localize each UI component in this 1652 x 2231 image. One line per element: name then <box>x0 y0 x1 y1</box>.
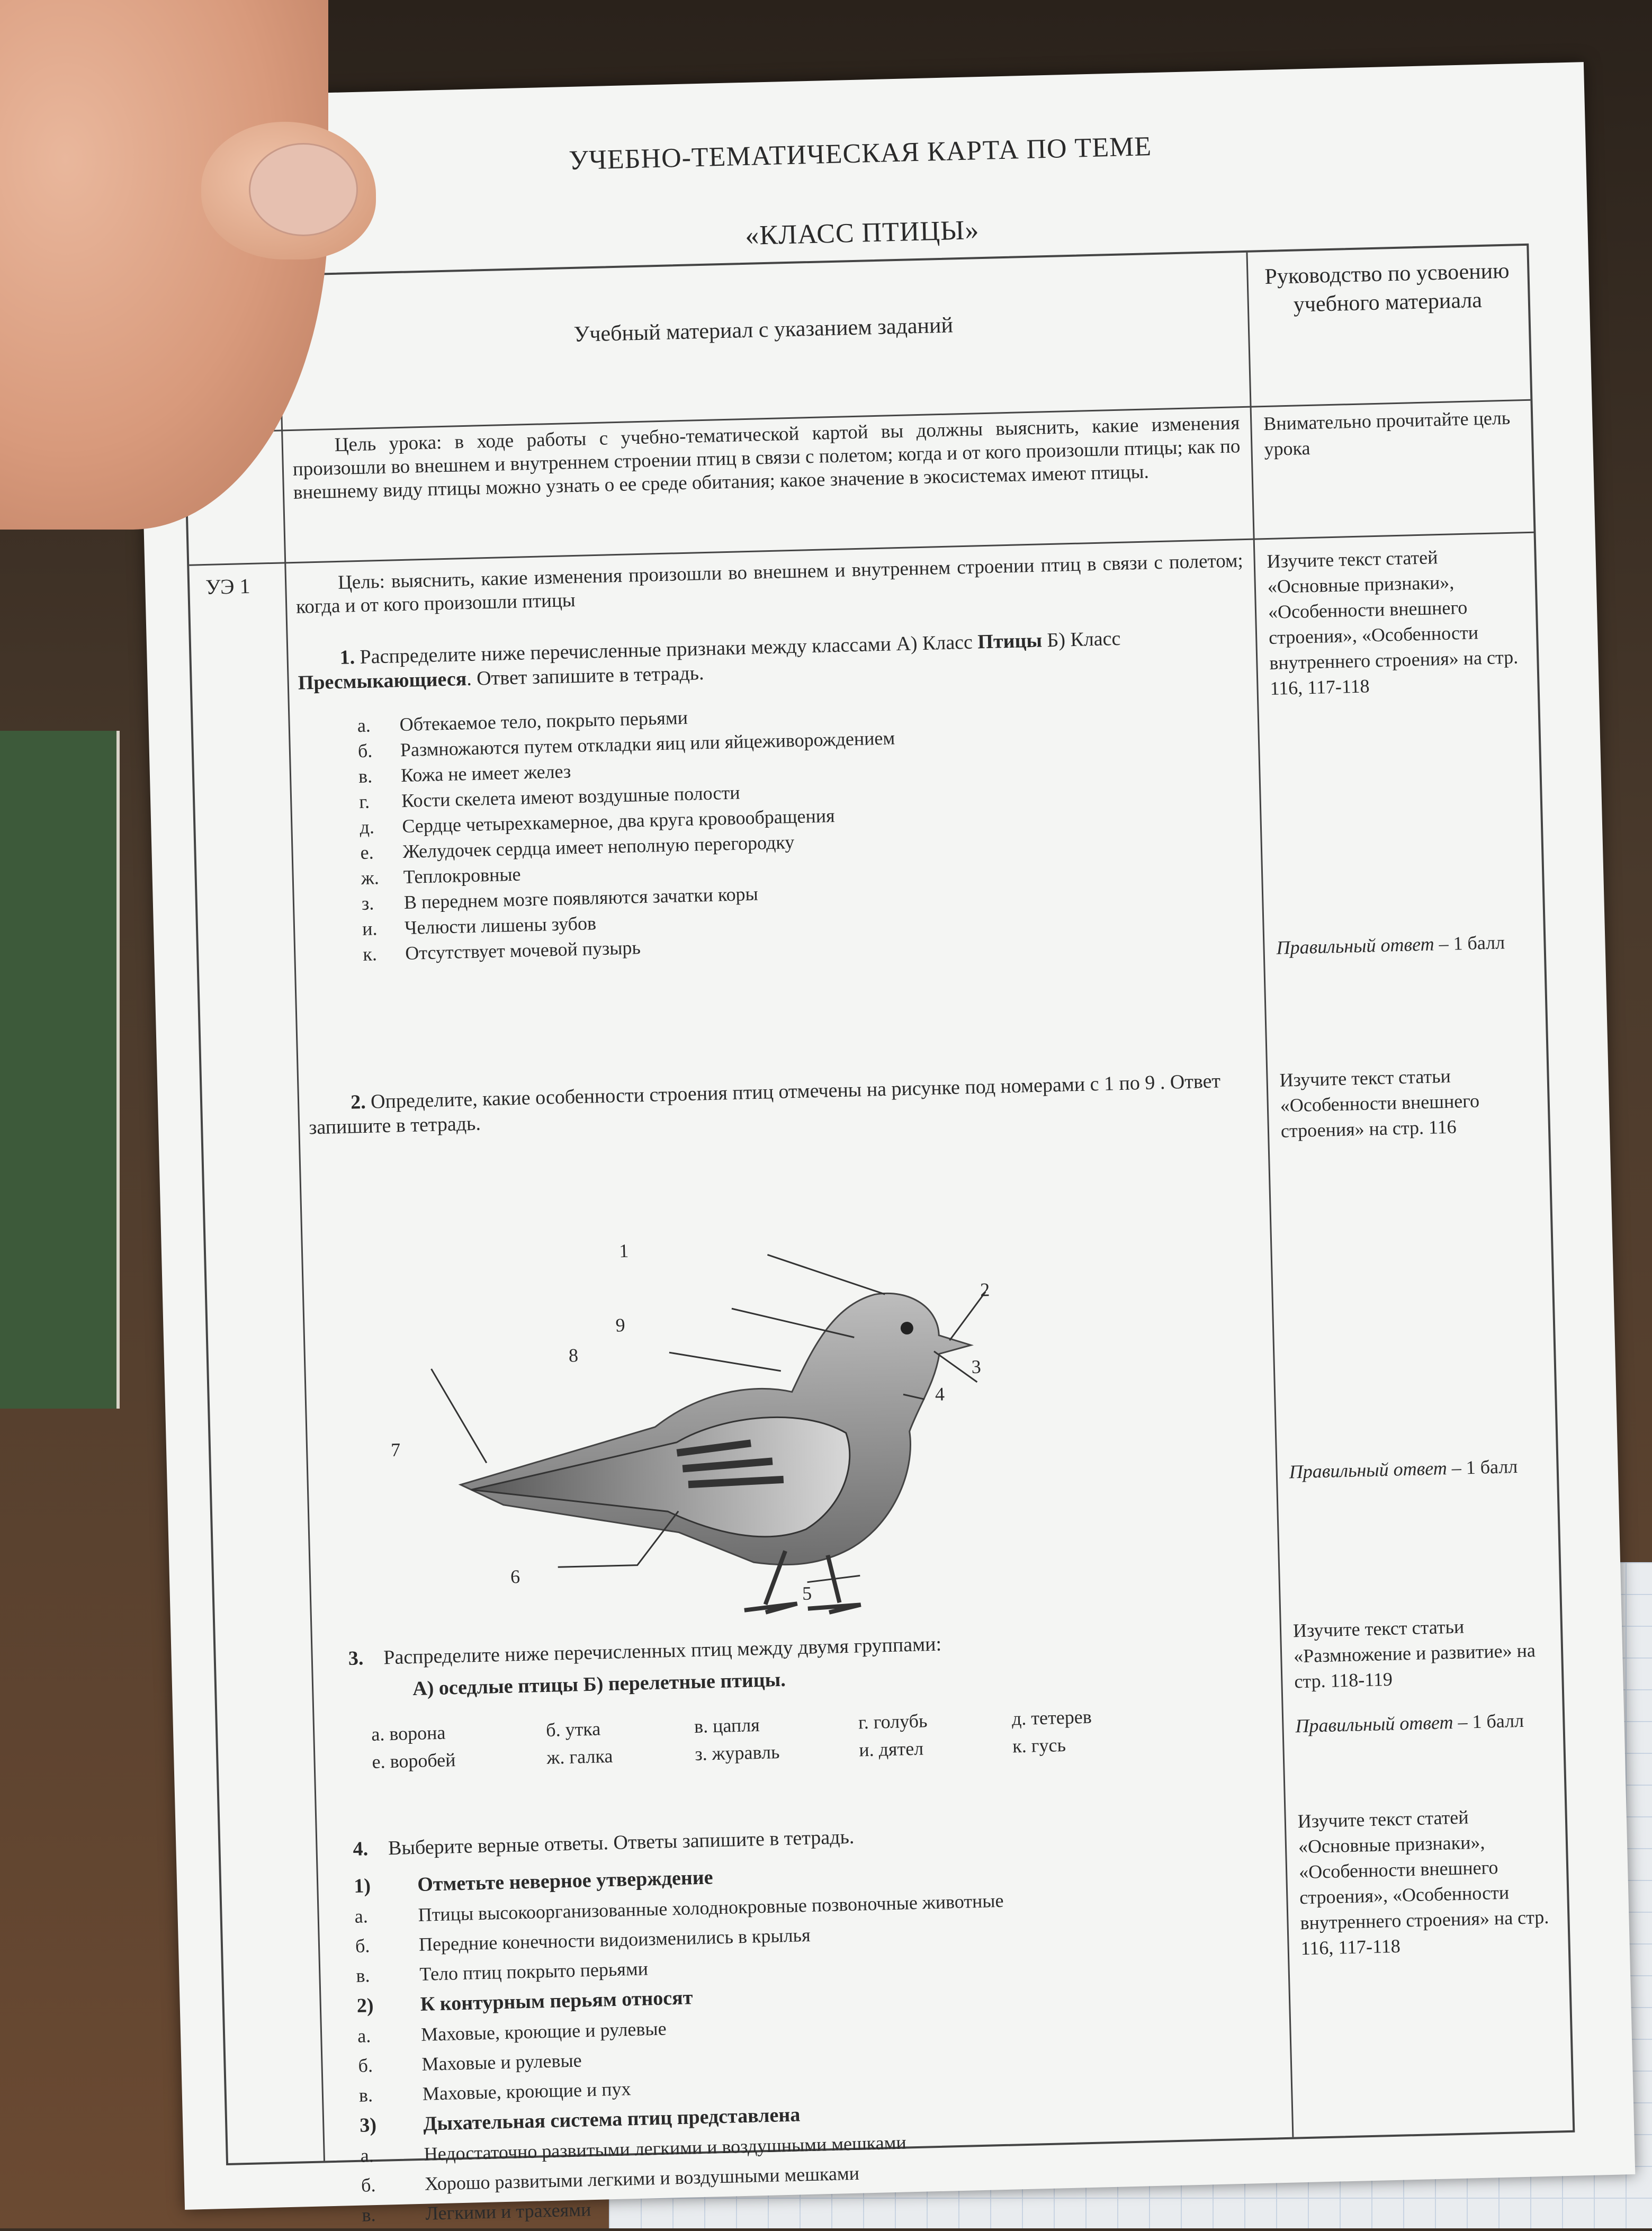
task3-bird: в. цапля <box>694 1714 760 1737</box>
task1-option: г. Кости скелета имеют воздушные полости <box>358 782 740 813</box>
ue1-goal: Цель: выяснить, какие изменения произошли во внешнем и внутреннем строении птиц в связи с полетом; когда и от кого произошли птицы <box>295 550 1244 618</box>
task4-question-title: 1) Отметьте неверное утверждение <box>353 1866 713 1897</box>
task1-guide: Изучите текст статей «Основные признаки», «Особенности внешнего строения», «Особенности внутреннего строения» на стр. 116, 117-118 <box>1267 546 1519 699</box>
task3-bird: ж. галка <box>546 1745 613 1768</box>
task1-option: в. Кожа не имеет желез <box>358 760 571 787</box>
pigeon-label: 9 <box>615 1314 626 1336</box>
task1-text: 1. Распределите ниже перечисленные признаки между классами А) Класс Птицы Б) Класс Пресмыкающиеся. Ответ запишите в тетрадь. <box>298 627 1121 694</box>
task1-score: Правильный ответ – 1 балл <box>1276 931 1505 958</box>
task3-bird: з. журавль <box>694 1741 780 1765</box>
task1-option: ж. Теплокровные <box>361 863 521 889</box>
task3-guide: Изучите текст статьи «Размножение и развитие» на стр. 118-119 <box>1292 1616 1536 1692</box>
task2-score: Правильный ответ – 1 балл <box>1289 1455 1518 1483</box>
task4-option: б. Передние конечности видоизменились в крылья <box>355 1924 811 1957</box>
task4-option: б. Хорошо развитыми легкими и воздушными мешками <box>361 2162 860 2196</box>
pigeon-label: 8 <box>568 1345 579 1366</box>
task1-option: и. Челюсти лишены зубов <box>362 912 597 939</box>
ue1-label: УЭ 1 <box>205 574 251 599</box>
study-table <box>180 244 1575 2226</box>
task3-score: Правильный ответ – 1 балл <box>1295 1709 1524 1737</box>
ue0-goal: Цель урока: в ходе работы с учебно-тематической картой вы должны выяснить, какие изменения произошли во внешнем и внутреннем строении птиц в связи с полетом; когда и от кого произошли птицы; как по внешнему виду птицы можно узнать о ее среде обитания; какое значение в экосистемах имеют птицы. <box>292 412 1241 504</box>
task1-option: з. В переднем мозге появляются зачатки коры <box>361 883 759 914</box>
worksheet-paper <box>133 62 1636 2226</box>
pigeon-label: 2 <box>980 1279 990 1301</box>
header-material-col: Учебный материал с указанием заданий <box>573 313 954 347</box>
task3-bird: д. тетерев <box>1011 1706 1092 1730</box>
pigeon-label: 5 <box>802 1582 812 1605</box>
pigeon-illustration <box>375 1227 1047 1640</box>
header-guide-col: Руководство по усвоению учебного материала <box>1264 258 1510 317</box>
task4-text: 4. Выберите верные ответы. Ответы запишите в тетрадь. <box>353 1825 855 1860</box>
task1-option: е. Желудочек сердца имеет неполную перегородку <box>360 831 795 864</box>
task4-option: а. Птицы высокоорганизованные холоднокровные позвоночные животные <box>354 1889 1004 1927</box>
task4-option: в. Легкими и трахеями <box>362 2199 591 2226</box>
pigeon-label: 3 <box>971 1356 982 1378</box>
task1-option: к. Отсутствует мочевой пузырь <box>362 937 641 965</box>
task3-bird: а. ворона <box>371 1722 446 1745</box>
task4-option: б. Маховые и рулевые <box>358 2049 582 2076</box>
task3-bird: и. дятел <box>858 1737 924 1761</box>
task4-option: а. Маховые, кроющие и рулевые <box>357 2018 667 2047</box>
task2-guide: Изучите текст статьи «Особенности внешнего строения» на стр. 116 <box>1279 1065 1480 1142</box>
document-title: УЧЕБНО-ТЕМАТИЧЕСКАЯ КАРТА ПО ТЕМЕ <box>568 131 1152 176</box>
task3-bird: к. гусь <box>1012 1734 1066 1757</box>
pigeon-label: 6 <box>510 1566 520 1588</box>
task4-option: в. Маховые, кроющие и пух <box>358 2078 631 2106</box>
task3-text: 3. Распределите ниже перечисленных птиц между двумя группами: <box>348 1633 942 1670</box>
task1-option: д. Сердце четырехкамерное, два круга кровообращения <box>359 805 835 838</box>
pigeon-label: 7 <box>390 1439 401 1461</box>
thumbnail <box>249 143 358 236</box>
task4-question-title: 2) К контурным перьям относят <box>356 1986 693 2017</box>
task3-groups: А) оседлые птицы Б) перелетные птицы. <box>412 1668 786 1700</box>
document-subtitle: «КЛАСС ПТИЦЫ» <box>744 215 980 251</box>
pigeon-label: 1 <box>618 1240 629 1262</box>
task3-bird: б. утка <box>545 1718 601 1741</box>
task3-bird: е. воробей <box>372 1749 456 1772</box>
task4-guide: Изучите текст статей «Основные признаки», «Особенности внешнего строения», «Особенности внутреннего строения» на стр. 116, 117-118 <box>1297 1806 1549 1959</box>
ue0-guide: Внимательно прочитайте цель урока <box>1263 407 1511 460</box>
pigeon-label: 4 <box>935 1383 945 1405</box>
task3-bird: г. голубь <box>858 1710 928 1733</box>
task4-option: а. Недостаточно развитыми легкими и воздушными мешками <box>360 2131 907 2166</box>
textbook-edge <box>0 731 120 1409</box>
task4-question-title: 3) Дыхательная система птиц представлена <box>359 2103 801 2137</box>
task1-option: б. Размножаются путем откладки яиц или яйцеживорождением <box>357 727 895 762</box>
task4-option: в. Тело птиц покрыто перьями <box>355 1958 649 1986</box>
task1-option: а. Обтекаемое тело, покрыто перьями <box>357 706 688 737</box>
task2-text: 2. Определите, какие особенности строения птиц отмечены на рисунке под номерами с 1 по 9 . Ответ запишите в тетрадь. <box>308 1070 1221 1139</box>
